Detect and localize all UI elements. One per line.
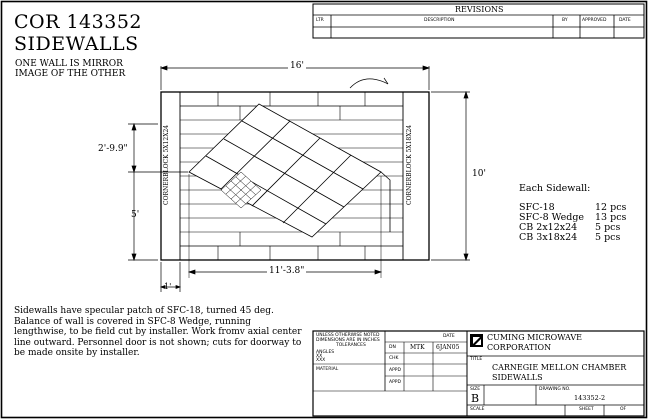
tb-material: MATERIAL	[316, 367, 339, 372]
description-note: Sidewalls have specular patch of SFC-18, turned 45 deg. Balance of wall is covered in SFC-8 Wedge, running lengthwise, to be field cut by installer. Work fromv axial center line outward. Personnel door is not shown; cuts for doorway to be made onsite by installer.	[14, 306, 302, 358]
company-name-line1: CUMING MICROWAVE	[487, 333, 583, 342]
tb-title-line2: SIDEWALLS	[492, 373, 543, 382]
drawing-number-title: COR 143352	[14, 11, 142, 33]
left-cornerblock-label: CORNERBLOCK 5X12X24	[163, 124, 170, 205]
tb-title-line1: CARNEGIE MELLON CHAMBER	[492, 363, 627, 372]
parts-item-qty: 12 pcs	[595, 202, 627, 213]
mirror-note-line1: ONE WALL IS MIRROR	[15, 59, 123, 69]
tb-title-label: TITLE	[470, 357, 483, 362]
lower-dimension-label: 5'	[131, 210, 140, 220]
tb-xx: XX	[316, 354, 323, 359]
parts-item-name: SFC-18	[519, 202, 555, 213]
rev-col-approved: APPROVED	[582, 18, 607, 23]
patch-offset-dimension-label: 2'-9.9"	[98, 144, 128, 154]
height-dimension-label: 10'	[472, 169, 486, 179]
company-logo	[470, 334, 483, 347]
tb-drawing-no-label: DRAWING NO.	[539, 387, 571, 392]
tb-row-appd-1: APPD	[389, 368, 401, 373]
mirror-note-line2: IMAGE OF THE OTHER	[15, 69, 126, 79]
parts-heading: Each Sidewall:	[519, 183, 591, 194]
tb-sheet-label: SHEET	[579, 407, 594, 412]
tb-row-chk: CHK	[389, 356, 399, 361]
right-cornerblock-label: CORNERBLOCK 5X18X24	[406, 124, 413, 205]
parts-item-qty: 13 pcs	[595, 212, 627, 223]
company-name-line2: CORPORATION	[487, 343, 552, 352]
drawing-subject-title: SIDEWALLS	[14, 33, 139, 55]
revisions-heading: REVISIONS	[455, 5, 504, 14]
tb-of-label: OF	[620, 407, 627, 412]
tb-row-mtk: MTK	[410, 344, 425, 351]
specular-patch	[189, 104, 390, 237]
rev-col-description: DESCRIPTION	[424, 18, 455, 23]
parts-item-qty: 5 pcs	[595, 232, 621, 243]
tb-unless-note-2: DIMENSIONS ARE IN INCHES	[316, 338, 380, 343]
patch-length-dimension-label: 11'-3.8"	[269, 266, 305, 276]
rev-col-date: DATE	[619, 18, 631, 23]
left-offset-dimension-label: 1'	[164, 282, 172, 291]
width-dimension-label: 16'	[290, 61, 304, 71]
tb-row-appd-2: APPD	[389, 380, 401, 385]
tb-xxx: XXX	[316, 358, 326, 363]
tb-unless-note-1: UNLESS OTHERWISE NOTED	[316, 333, 380, 338]
rev-col-by: BY	[562, 18, 568, 23]
rev-col-ltr: LTR	[316, 18, 324, 23]
parts-item-qty: 5 pcs	[595, 222, 621, 233]
tb-date-header: DATE	[443, 334, 455, 339]
tb-size-label: SIZE	[470, 387, 481, 392]
parts-item-name: CB 2x12x24	[519, 222, 578, 233]
tb-row-dn: DN	[389, 345, 396, 350]
tb-size-value: B	[471, 392, 480, 405]
tb-angles: ANGLES	[316, 350, 335, 355]
tb-tolerances: TOLERANCES	[336, 343, 366, 348]
tb-row-date: 6JAN05	[436, 344, 460, 351]
tb-drawing-no: 143352-2	[574, 394, 606, 402]
parts-item-name: CB 3x18x24	[519, 232, 578, 243]
parts-item-name: SFC-8 Wedge	[519, 212, 585, 223]
tb-scale-label: SCALE	[470, 407, 485, 412]
